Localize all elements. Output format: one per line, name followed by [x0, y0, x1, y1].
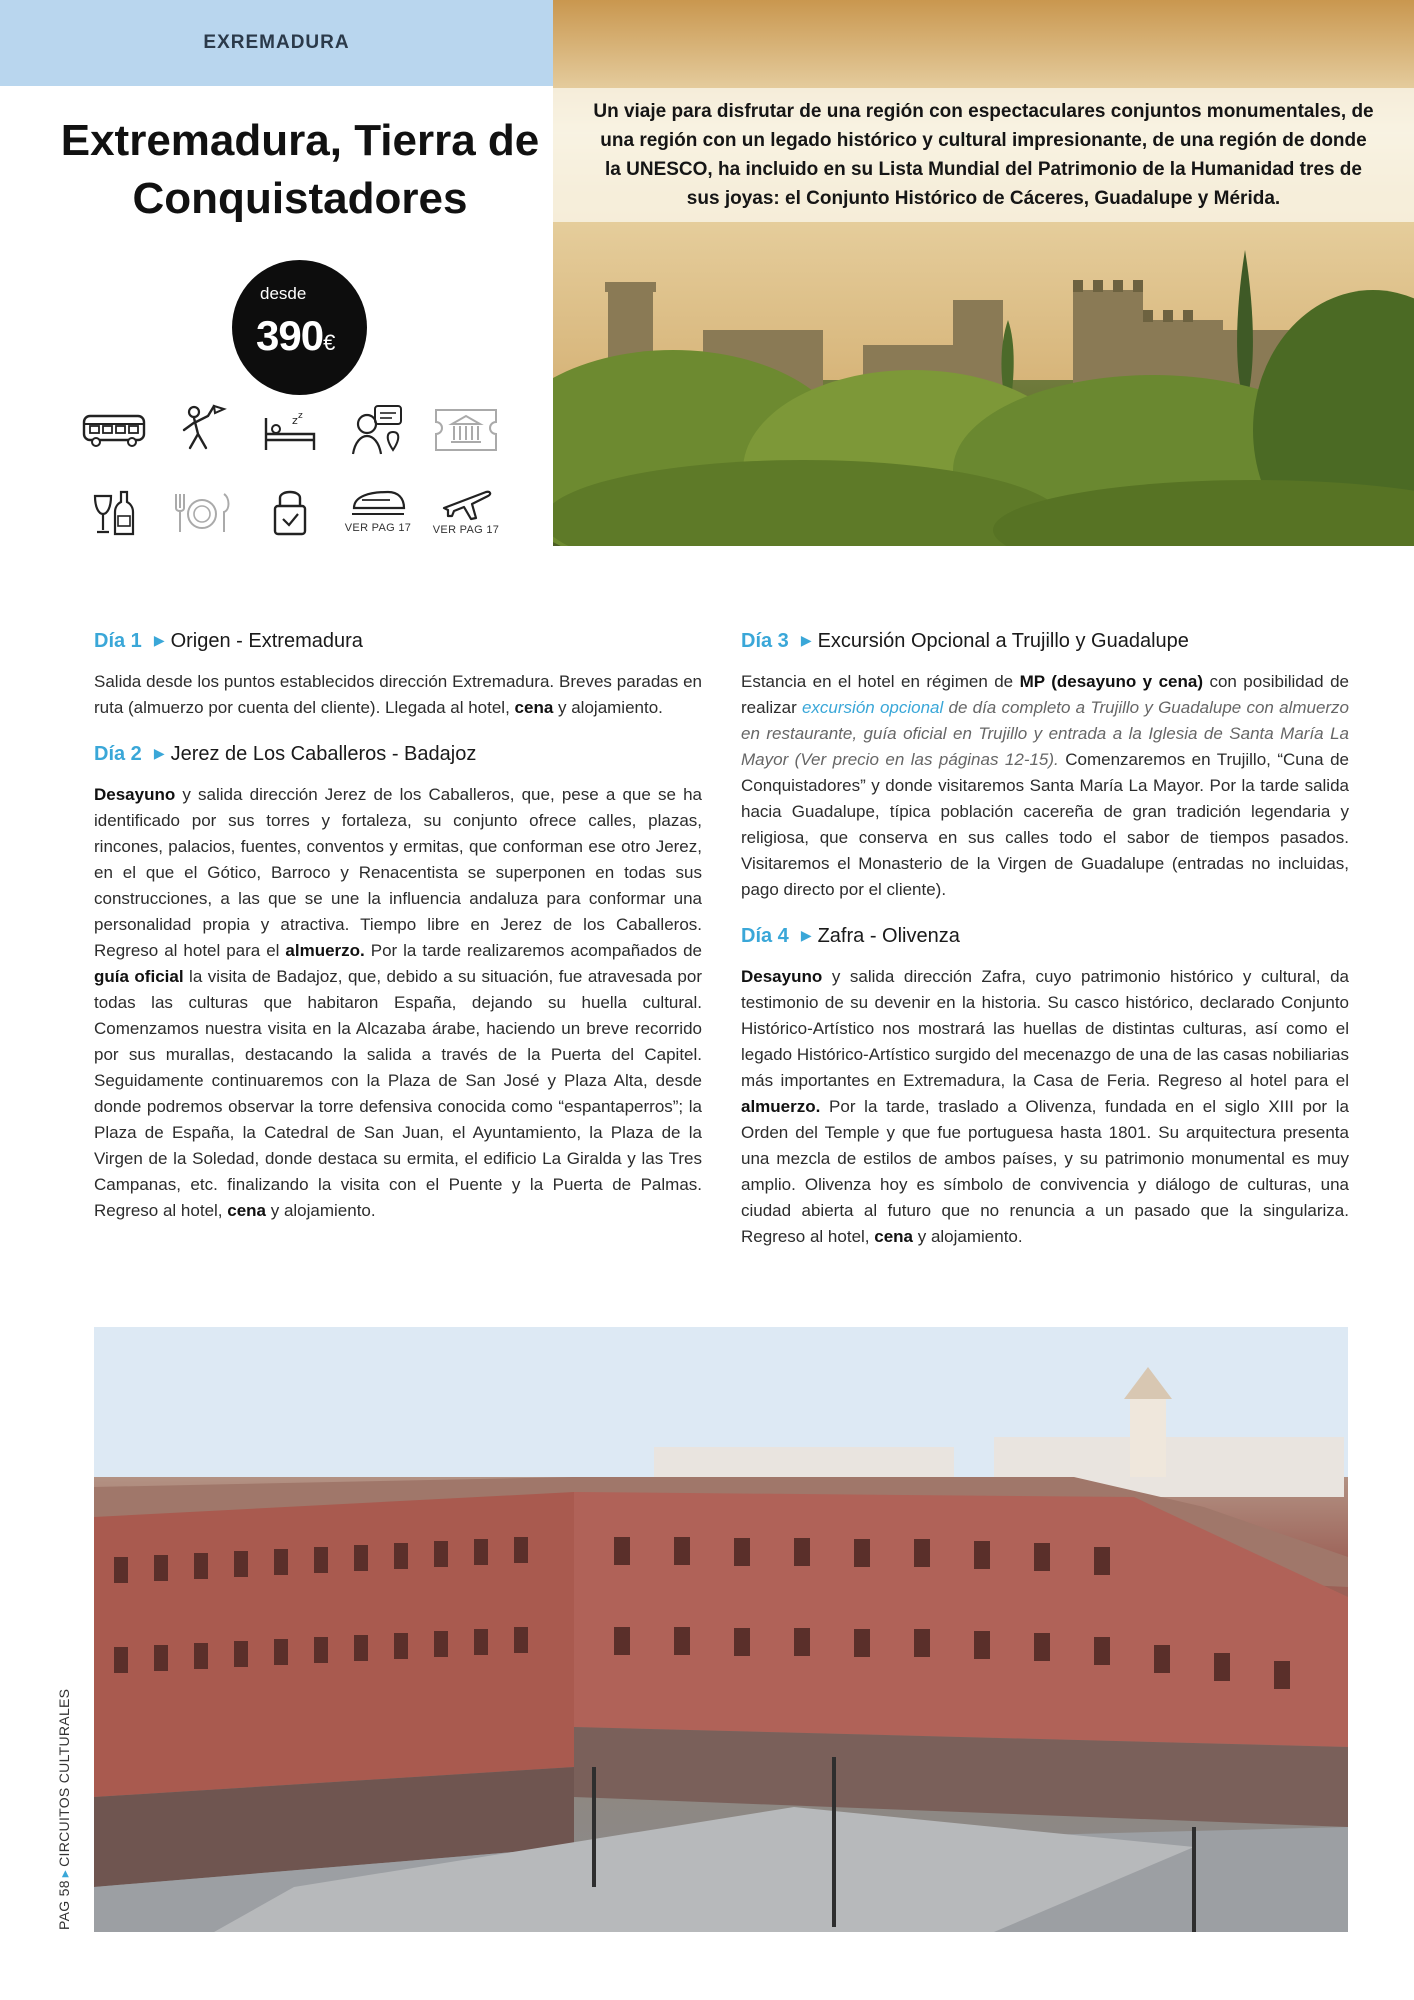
day-2-text-4: y alojamiento. — [266, 1201, 376, 1220]
itinerary-left-column — [94, 628, 702, 1244]
plane-icon-caption: VER PAG 17 — [432, 524, 500, 536]
day-4-text-1: y salida dirección Zafra, cuyo patrimonio histórico y cultural, da testimonio de su devenir en la historia. Su casco histórico, declarado Conjunto Histórico-Artístico nos mostrará las huellas de distintas culturas, así como el legado Histórico-Artístico surgido del mecenazgo de una de las casas nobiliarias más importantes en Extremadura, la Casa de Feria. Regreso al hotel para el — [741, 967, 1349, 1090]
day-3 — [741, 628, 1349, 903]
hero-caption-text: Un viaje para disfrutar de una región con espectaculares conjuntos monumentales, de una región con un legado histórico y cultural impresionante, de una región de donde la UNESCO, ha incluido en su Lista Mundial del Patrimonio de la Humanidad tres de sus joyas: el Conjunto Histórico de Cáceres, Guadalupe y Mérida. — [593, 101, 1374, 209]
day-2-bold-1: Desayuno — [94, 785, 176, 804]
day-3-bold-1: MP (desayuno y cena) — [1019, 672, 1203, 691]
price-amount — [256, 312, 334, 360]
day-4-bold-3: cena — [874, 1227, 913, 1246]
day-2-text-1: y salida dirección Jerez de los Caballeros, que, pese a que se ha identificado por sus torres y fortaleza, su conjunto ofrece calles, plazas, rincones, palacios, fuentes, conventos y ermitas, que conforman ese otro Jerez, en el que el Gótico, Barroco y Renacentista se superponen en todas sus construcciones, a las que se une la influencia andaluza para conformar una personalidad propia y atractiva. Tiempo libre en Jerez de los Caballeros. Regreso al hotel para el — [94, 785, 702, 960]
chevron-right-icon: ▸ — [56, 1869, 72, 1878]
hero-photo-castle — [553, 0, 1414, 546]
day-2-text-3: la visita de Badajoz, que, debido a su situación, fue atravesada por todas las culturas que habitaron España, dejando su huella cultural. Comenzamos nuestra visita en la Alcazaba árabe, haciendo un breve recorrido por sus murallas, destacando la salida a través de la Puerta del Capitel. Seguidamente continuaremos con la Plaza de San José y Plaza Alta, desde donde podremos observar la torre defensiva conocida como “espantaperros”; la Plaza de España, la Catedral de San Juan, el Ayuntamiento, la Plaza de la Virgen de la Soledad, donde destaca su ermita, el edificio La Giralda y las Tres Campanas, etc. finalizando la visita con el Puente y la Puerta de Palmas. Regreso al hotel, — [94, 967, 703, 1220]
day-4-bold-1: Desayuno — [741, 967, 823, 986]
chevron-right-icon: ▶ — [153, 632, 165, 648]
day-2-bold-4: cena — [227, 1201, 266, 1220]
section-name: CIRCUITOS CULTURALES — [56, 1688, 72, 1867]
price-currency: € — [323, 330, 335, 355]
optional-excursion-link[interactable]: excursión opcional — [801, 698, 944, 717]
region-tag — [0, 0, 553, 86]
day-2-bold-3: guía oficial — [94, 967, 184, 986]
day-2-heading — [94, 741, 702, 768]
day-1-title: Origen - Extremadura — [170, 630, 363, 652]
page-number: PAG 58 — [56, 1880, 72, 1930]
day-3-description — [741, 669, 1349, 903]
region-label: EXREMADURA — [203, 32, 350, 53]
price-value: 390 — [256, 312, 324, 359]
day-3-italic: de día completo a Trujillo y Guadalupe con almuerzo en restaurante, guía oficial en Trujillo y entrada a la Iglesia de Santa María La Mayor (Ver precio en las páginas 12-15). — [741, 698, 1350, 769]
bus-icon — [72, 410, 156, 480]
svg-text:z: z — [298, 411, 303, 421]
guide-icon — [160, 402, 244, 472]
day-3-text-1: Estancia en el hotel en régimen de — [741, 672, 1020, 691]
hero-caption — [553, 88, 1414, 222]
day-4-description — [741, 964, 1349, 1250]
itinerary-right-column — [741, 628, 1349, 1270]
day-1-number: Día 1 — [94, 630, 142, 652]
hotel-bed-icon — [248, 410, 332, 480]
plaza-alta-photo — [94, 1327, 1348, 1932]
day-4-bold-2: almuerzo. — [741, 1097, 821, 1116]
wine-drinks-icon — [72, 488, 156, 558]
day-1-bold: cena — [514, 698, 554, 717]
day-2-text-2: Por la tarde realizaremos acompañados de — [364, 941, 702, 960]
footer-page-label — [56, 1689, 73, 1930]
day-4-heading — [741, 923, 1349, 950]
meals-icon — [160, 488, 244, 558]
day-3-number: Día 3 — [741, 630, 789, 652]
svg-text:z: z — [292, 414, 298, 427]
page-title — [30, 112, 570, 228]
local-guide-icon — [336, 404, 420, 474]
day-4-text-2: Por la tarde, traslado a Olivenza, fundada en el siglo XIII por la Orden del Temple y que fue portuguesa hasta 1801. Su arquitectura presenta una mezcla de estilos de ambos países, y su patrimonio monumental es muy amplio. Olivenza hoy es símbolo de convivencia y diálogo de culturas, una ciudad abierta al futuro que no renuncia a un pasado que la singulariza. Regreso al hotel, — [741, 1097, 1349, 1246]
day-3-title: Excursión Opcional a Trujillo y Guadalupe — [817, 630, 1189, 652]
chevron-right-icon: ▶ — [153, 745, 165, 761]
day-4-number: Día 4 — [741, 925, 789, 947]
page-title-line-1: Extremadura, Tierra de — [60, 116, 540, 165]
day-4-title: Zafra - Olivenza — [817, 925, 960, 947]
chevron-right-icon: ▶ — [800, 927, 812, 943]
monument-ticket-icon — [424, 404, 508, 474]
chevron-right-icon: ▶ — [800, 632, 812, 648]
day-3-heading — [741, 628, 1349, 655]
day-2-number: Día 2 — [94, 743, 142, 765]
plane-icon — [424, 486, 508, 556]
day-1 — [94, 628, 702, 721]
day-1-text: Salida desde los puntos establecidos dirección Extremadura. Breves paradas en ruta (almuerzo por cuenta del cliente). Llegada al hotel, — [94, 672, 702, 717]
day-4-text-3: y alojamiento. — [913, 1227, 1023, 1246]
price-label: desde — [260, 284, 307, 303]
insurance-lock-icon — [248, 484, 332, 554]
price-badge — [232, 260, 367, 395]
day-2-title: Jerez de Los Caballeros - Badajoz — [170, 743, 477, 765]
page-title-line-2: Conquistadores — [132, 174, 468, 223]
day-3-text-2: con posibilidad de realizar — [741, 672, 1349, 717]
train-icon — [336, 486, 420, 556]
day-3-text-3: Comenzaremos en Trujillo, “Cuna de Conquistadores” y donde visitaremos Santa María La Mayor. Por la tarde salida hacia Guadalupe, típica población cacereña de gran tradición legendaria y religiosa, que conserva en sus calles todo el sabor de tiempos pasados. Visitaremos el Monasterio de la Virgen de Guadalupe (entradas no incluidas, pago directo por el cliente). — [741, 750, 1349, 899]
train-icon-caption: VER PAG 17 — [344, 522, 412, 534]
day-2-description — [94, 782, 702, 1224]
day-2 — [94, 741, 702, 1224]
day-1-text-end: y alojamiento. — [553, 698, 663, 717]
day-1-description — [94, 669, 702, 721]
day-1-heading — [94, 628, 702, 655]
day-2-bold-2: almuerzo. — [285, 941, 365, 960]
day-4 — [741, 923, 1349, 1250]
